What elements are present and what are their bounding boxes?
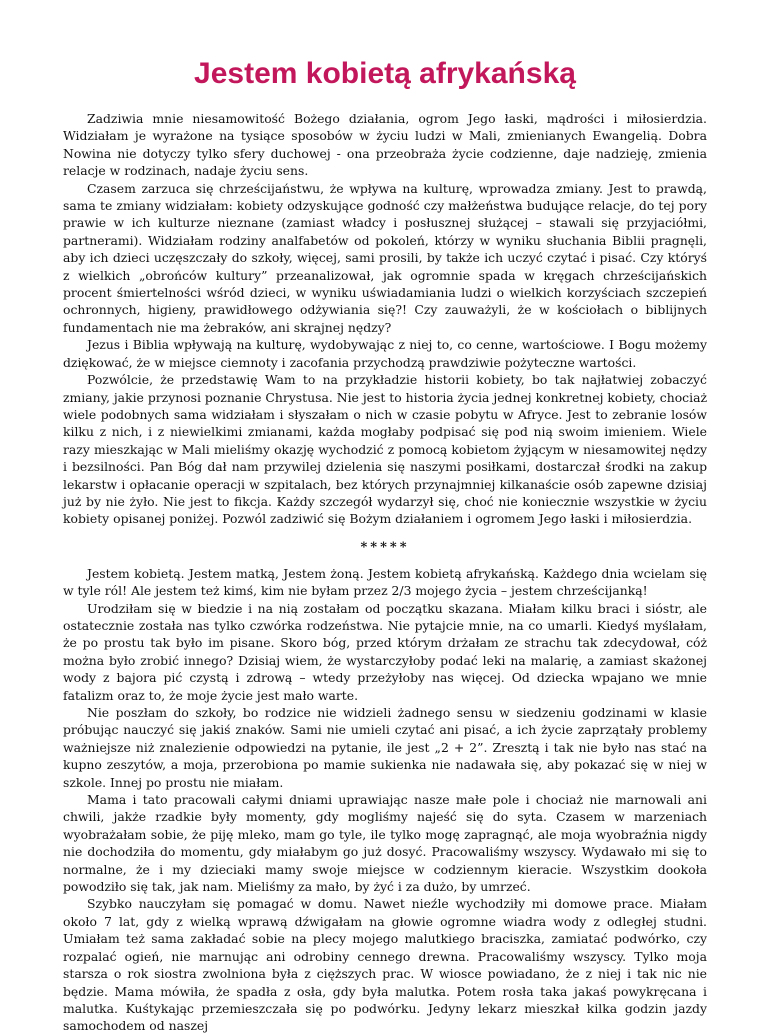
intro-section (63, 110, 707, 528)
paragraph: Nie poszłam do szkoły, bo rodzice nie widzieli żadnego sensu w siedzeniu godzinami w klasie próbując nauczyć się jakiś znaków. Sami nie umieli czytać ani pisać, a ich życie zaprzątały problemy ważniejsze niż znalezienie odpowiedzi na pytanie, ile jest „2 + 2”. Zresztą i tak nie było nas stać na kupno zeszytów, a moja, przerobiona po mamie sukienka nie nadawała się, aby pokazać się w niej w szkole. Innej po prostu nie miałam. (63, 705, 707, 790)
paragraph: Szybko nauczyłam się pomagać w domu. Nawet nieźle wychodziły mi domowe prace. Miałam około 7 lat, gdy z wielką wprawą dźwigałam na głowie ogromne wiadra wody z odległej studni. Umiałam też sama zakładać sobie na plecy mojego malutkiego braciszka, zamiatać podwórko, czy rozpalać ogień, nie marnując ani odrobiny cennego drewna. Pracowaliśmy wszyscy. Tylko moja starsza o rok siostra zwolniona była z cięższych prac. W wiosce powiadano, że z niej i tak nic nie będzie. Mama mówiła, że spadła z osła, gdy była malutka. Potem rosła taka jakaś powykręcana i malutka. Kuśtykając przemieszczała się po podwórku. Jedyny lekarz mieszkał kilka godzin jazdy samochodem od naszej (63, 896, 707, 1034)
paragraph: Jestem kobietą. Jestem matką, Jestem żoną. Jestem kobietą afrykańską. Każdego dnia wcielam się w tyle ról! Ale jestem też kimś, kim nie byłam przez 2/3 mojego życia – jestem chrześcijanką! (63, 565, 707, 599)
paragraph: Mama i tato pracowali całymi dniami uprawiając nasze małe pole i chociaż nie marnowali ani chwili, jakże rzadkie były momenty, gdy mogliśmy najeść się do syta. Czasem w marzeniach wyobrażałam sobie, że piję mleko, mam go tyle, ile tylko mogę zapragnąć, ale moja wyobraźnia nigdy nie dochodziła do momentu, gdy miałabym go już dosyć. Pracowaliśmy wszyscy. Wydawało mi się to normalne, że i my dzieciaki mamy swoje miejsce w codziennym kieracie. Wszystkim dookoła powodziło się tak, jak nam. Mieliśmy za mało, by żyć i za dużo, by umrzeć. (63, 792, 707, 895)
document-title: Jestem kobietą afrykańską (194, 57, 576, 90)
paragraph: Czasem zarzuca się chrześcijaństwu, że wpływa na kulturę, wprowadza zmiany. Jest to prawdą, sama te zmiany widziałam: kobiety odzyskujące godność czy małżeństwa budujące relacje, do tej pory prawie w ich kulturze nieznane (zamiast władcy i posłusznej służącej – stawali się przyjaciółmi, partnerami). Widziałam rodziny analfabetów od pokoleń, którzy w wyniku słuchania Biblii pragnęli, aby ich dzieci uczęszczały do szkoły, więcej, sami prosili, by także ich uczyć czytać i pisać. Czy któryś z wielkich „obrońców kultury” przeanalizował, jak ogromnie spada w kręgach chrześcijańskich procent śmiertelności wśród dzieci, w wyniku uświadamiania ludzi o wielkich korzyściach szczepień ochronnych, higieny, prawidłowego odżywiania się?! Czy zauważyli, że w kościołach o biblijnych fundamentach nie ma żebraków, ani skrajnej nędzy? (63, 180, 707, 335)
paragraph: Zadziwia mnie niesamowitość Bożego działania, ogrom Jego łaski, mądrości i miłosierdzia. Widziałam je wyrażone na tysiące sposobów w życiu ludzi w Mali, zmienianych Ewangelią. Dobra Nowina nie dotyczy tylko sfery duchowej - ona przeobraża życie codzienne, daje nadzieję, zmienia relacje w rodzinach, nadaje życiu sens. (63, 111, 707, 179)
paragraph: Urodziłam się w biedzie i na nią zostałam od początku skazana. Miałam kilku braci i sióstr, ale ostatecznie została nas tylko czwórka rodzeństwa. Nie pytajcie mnie, na co umarli. Kiedyś myślałam, że po prostu tak było im pisane. Skoro bóg, przed którym drżałam ze strachu tak zdecydował, cóż można było zrobić innego? Dzisiaj wiem, że wystarczyłoby podać leki na malarię, a zamiast skażonej wody z bajora pić czystą i zdrową – wtedy przeżyłoby nas więcej. Od dziecka wpajano we mnie fatalizm oraz to, że moje życie jest mało warte. (63, 600, 707, 703)
document-page (63, 56, 707, 1035)
section-separator: ***** (360, 539, 410, 555)
paragraph: Jezus i Biblia wpływają na kulturę, wydobywając z niej to, co cenne, wartościowe. I Bogu możemy dziękować, że w miejsce ciemnoty i zacofania przychodzą prawdziwie pożyteczne wartości. (63, 337, 707, 370)
story-section (63, 565, 707, 1035)
paragraph: Pozwólcie, że przedstawię Wam to na przykładzie historii kobiety, bo tak najłatwiej zobaczyć zmiany, jakie przynosi poznanie Chrystusa. Nie jest to historia życia jednej konkretnej kobiety, chociaż wiele podobnych sama widziałam i słyszałam o nich w czasie pobytu w Afryce. Jest to zebranie losów kilku z nich, i z niewielkimi zmianami, każda mogłaby podpisać się pod nią swoim imieniem. Wiele razy mieszkając w Mali mieliśmy okazję wychodzić z pomocą kobietom żyjącym w niesamowitej nędzy i bezsilności. Pan Bóg dał nam przywilej dzielenia się naszymi posiłkami, dostarczał środki na zakup lekarstw i opłacanie operacji w szpitalach, bez których przynajmniej kilkanaście osób zapewne dzisiaj już by nie żyło. Nie jest to fikcja. Każdy szczegół wydarzył się, choć nie koniecznie wszystkie w życiu kobiety opisanej poniżej. Pozwól zadziwić się Bożym działaniem i ogromem Jego łaski i miłosierdzia. (63, 372, 707, 527)
